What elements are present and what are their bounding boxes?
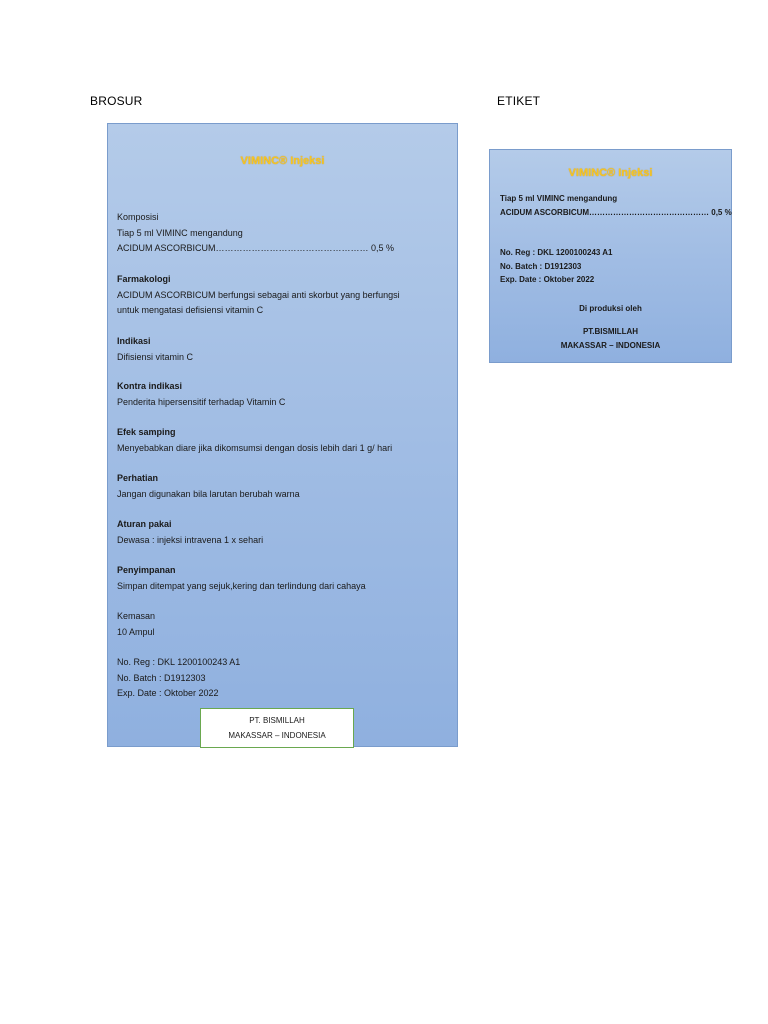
komposisi-label: Komposisi — [117, 212, 159, 222]
perhatian-text: Jangan digunakan bila larutan berubah warna — [117, 488, 300, 499]
etiket-company-name: PT.BISMILLAH — [582, 327, 639, 336]
kontra-indikasi-label: Kontra indikasi — [117, 381, 183, 391]
penyimpanan-text: Simpan ditempat yang sejuk,kering dan terlindung dari cahaya — [117, 580, 366, 591]
brosur-panel — [107, 123, 458, 747]
kemasan-text: 10 Ampul — [117, 626, 155, 637]
etiket-company-location: MAKASSAR – INDONESIA — [560, 340, 661, 350]
kontra-indikasi-section — [117, 379, 285, 410]
efek-samping-text: Menyebabkan diare jika dikomsumsi dengan dosis lebih dari 1 g/ hari — [117, 442, 393, 453]
farmakologi-section — [117, 272, 400, 319]
company-box — [200, 708, 354, 748]
indikasi-section — [117, 334, 193, 365]
brosur-title: VIMINC® Injeksi — [240, 155, 325, 167]
kontra-indikasi-text: Penderita hipersensitif terhadap Vitamin C — [117, 396, 286, 407]
etiket-registration — [500, 246, 613, 287]
etiket-komposisi — [500, 192, 732, 219]
etiket-panel — [489, 149, 732, 363]
no-batch: No. Batch : D1912303 — [117, 672, 206, 683]
aturan-pakai-section — [117, 517, 263, 548]
perhatian-label: Perhatian — [117, 473, 159, 483]
kemasan-section — [117, 609, 155, 640]
aturan-pakai-text: Dewasa : injeksi intravena 1 x sehari — [117, 534, 264, 545]
efek-samping-section — [117, 425, 392, 456]
etiket-produced-by: Di produksi oleh — [579, 304, 642, 313]
brosur-heading: BROSUR — [90, 94, 143, 108]
kemasan-label: Kemasan — [117, 611, 156, 621]
etiket-company — [490, 325, 731, 352]
komposisi-section — [117, 210, 394, 257]
etiket-heading: ETIKET — [497, 94, 541, 108]
exp-date: Exp. Date : Oktober 2022 — [117, 688, 219, 698]
no-reg: No. Reg : DKL 1200100243 A1 — [117, 657, 241, 667]
perhatian-section — [117, 471, 300, 502]
farmakologi-label: Farmakologi — [117, 274, 171, 284]
indikasi-text: Difisiensi vitamin C — [117, 351, 194, 362]
company-name: PT. BISMILLAH — [249, 716, 305, 725]
efek-samping-label: Efek samping — [117, 427, 176, 437]
etiket-title: VIMINC® Injeksi — [568, 167, 653, 179]
komposisi-line2: ACIDUM ASCORBICUM…………………………………………… 0,5 % — [117, 243, 395, 253]
etiket-komposisi-line2: ACIDUM ASCORBICUM……………………………………… 0,5 % — [500, 207, 732, 217]
penyimpanan-section — [117, 563, 366, 594]
etiket-no-batch: No. Batch : D1912303 — [500, 261, 582, 271]
penyimpanan-label: Penyimpanan — [117, 565, 176, 575]
registration-section — [117, 655, 240, 702]
farmakologi-line1: ACIDUM ASCORBICUM berfungsi sebagai anti skorbut yang berfungsi — [117, 289, 400, 300]
etiket-exp-date: Exp. Date : Oktober 2022 — [500, 275, 595, 284]
indikasi-label: Indikasi — [117, 336, 151, 346]
company-location: MAKASSAR – INDONESIA — [228, 731, 326, 740]
farmakologi-line2: untuk mengatasi defisiensi vitamin C — [117, 305, 264, 315]
etiket-komposisi-line1: Tiap 5 ml VIMINC mengandung — [500, 194, 618, 203]
etiket-no-reg: No. Reg : DKL 1200100243 A1 — [500, 248, 613, 257]
aturan-pakai-label: Aturan pakai — [117, 519, 172, 529]
komposisi-line1: Tiap 5 ml VIMINC mengandung — [117, 227, 243, 238]
